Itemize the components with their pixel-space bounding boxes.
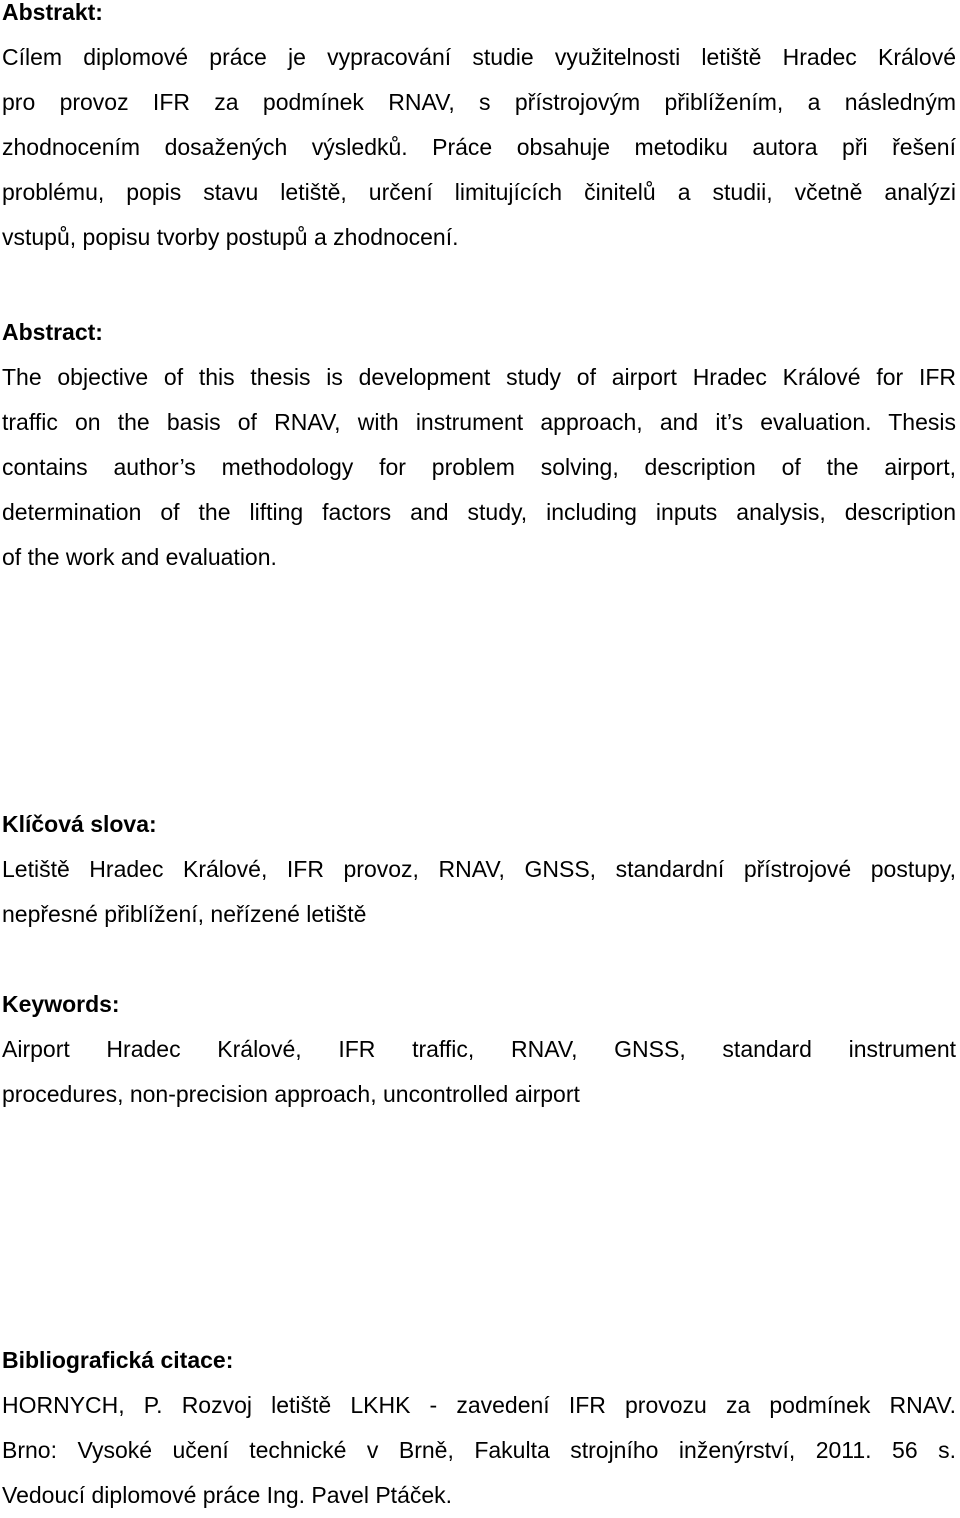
abstract-line-3: contains author’s methodology for problem solving, description of the airport, xyxy=(2,454,956,480)
abstract-section xyxy=(2,310,956,580)
keywords-paragraph xyxy=(2,1027,956,1117)
abstract-heading: Abstract: xyxy=(2,319,103,345)
abstract-line-4: determination of the lifting factors and study, including inputs analysis, description xyxy=(2,499,956,525)
abstrakt-line-5: vstupů, popisu tvorby postupů a zhodnocení. xyxy=(2,224,459,250)
citace-line-1: HORNYCH, P. Rozvoj letiště LKHK - zavedení IFR provozu za podmínek RNAV. xyxy=(2,1392,956,1418)
citace-line-2: Brno: Vysoké učení technické v Brně, Fakulta strojního inženýrství, 2011. 56 s. xyxy=(2,1437,956,1463)
abstrakt-line-1: Cílem diplomové práce je vypracování studie využitelnosti letiště Hradec Králové xyxy=(2,44,956,70)
citace-heading: Bibliografická citace: xyxy=(2,1347,234,1373)
citace-line-3: Vedoucí diplomové práce Ing. Pavel Ptáček. xyxy=(2,1482,453,1508)
keywords-section xyxy=(2,982,956,1117)
abstract-paragraph xyxy=(2,355,956,580)
keywords-line-1: Airport Hradec Králové, IFR traffic, RNAV, GNSS, standard instrument xyxy=(2,1036,956,1062)
klicova-slova-line-1: Letiště Hradec Králové, IFR provoz, RNAV, GNSS, standardní přístrojové postupy, xyxy=(2,856,956,882)
klicova-slova-line-2: nepřesné přiblížení, neřízené letiště xyxy=(2,901,367,927)
klicova-slova-paragraph xyxy=(2,847,956,937)
abstrakt-heading: Abstrakt: xyxy=(2,0,103,25)
abstrakt-line-2: pro provoz IFR za podmínek RNAV, s přístrojovým přiblížením, a následným xyxy=(2,89,956,115)
keywords-line-2: procedures, non-precision approach, uncontrolled airport xyxy=(2,1081,580,1107)
abstrakt-section xyxy=(2,0,956,260)
abstrakt-line-3: zhodnocením dosažených výsledků. Práce obsahuje metodiku autora při řešení xyxy=(2,134,956,160)
citace-paragraph xyxy=(2,1383,956,1518)
abstract-line-2: traffic on the basis of RNAV, with instrument approach, and it’s evaluation. Thesis xyxy=(2,409,956,435)
abstract-line-1: The objective of this thesis is development study of airport Hradec Králové for IFR xyxy=(2,364,956,390)
klicova-slova-heading: Klíčová slova: xyxy=(2,811,157,837)
keywords-heading: Keywords: xyxy=(2,991,120,1017)
abstrakt-line-4: problému, popis stavu letiště, určení limitujících činitelů a studii, včetně analýzi xyxy=(2,179,956,205)
klicova-slova-section xyxy=(2,802,956,937)
abstrakt-paragraph xyxy=(2,35,956,260)
citace-section xyxy=(2,1338,956,1518)
abstract-line-5: of the work and evaluation. xyxy=(2,544,277,570)
